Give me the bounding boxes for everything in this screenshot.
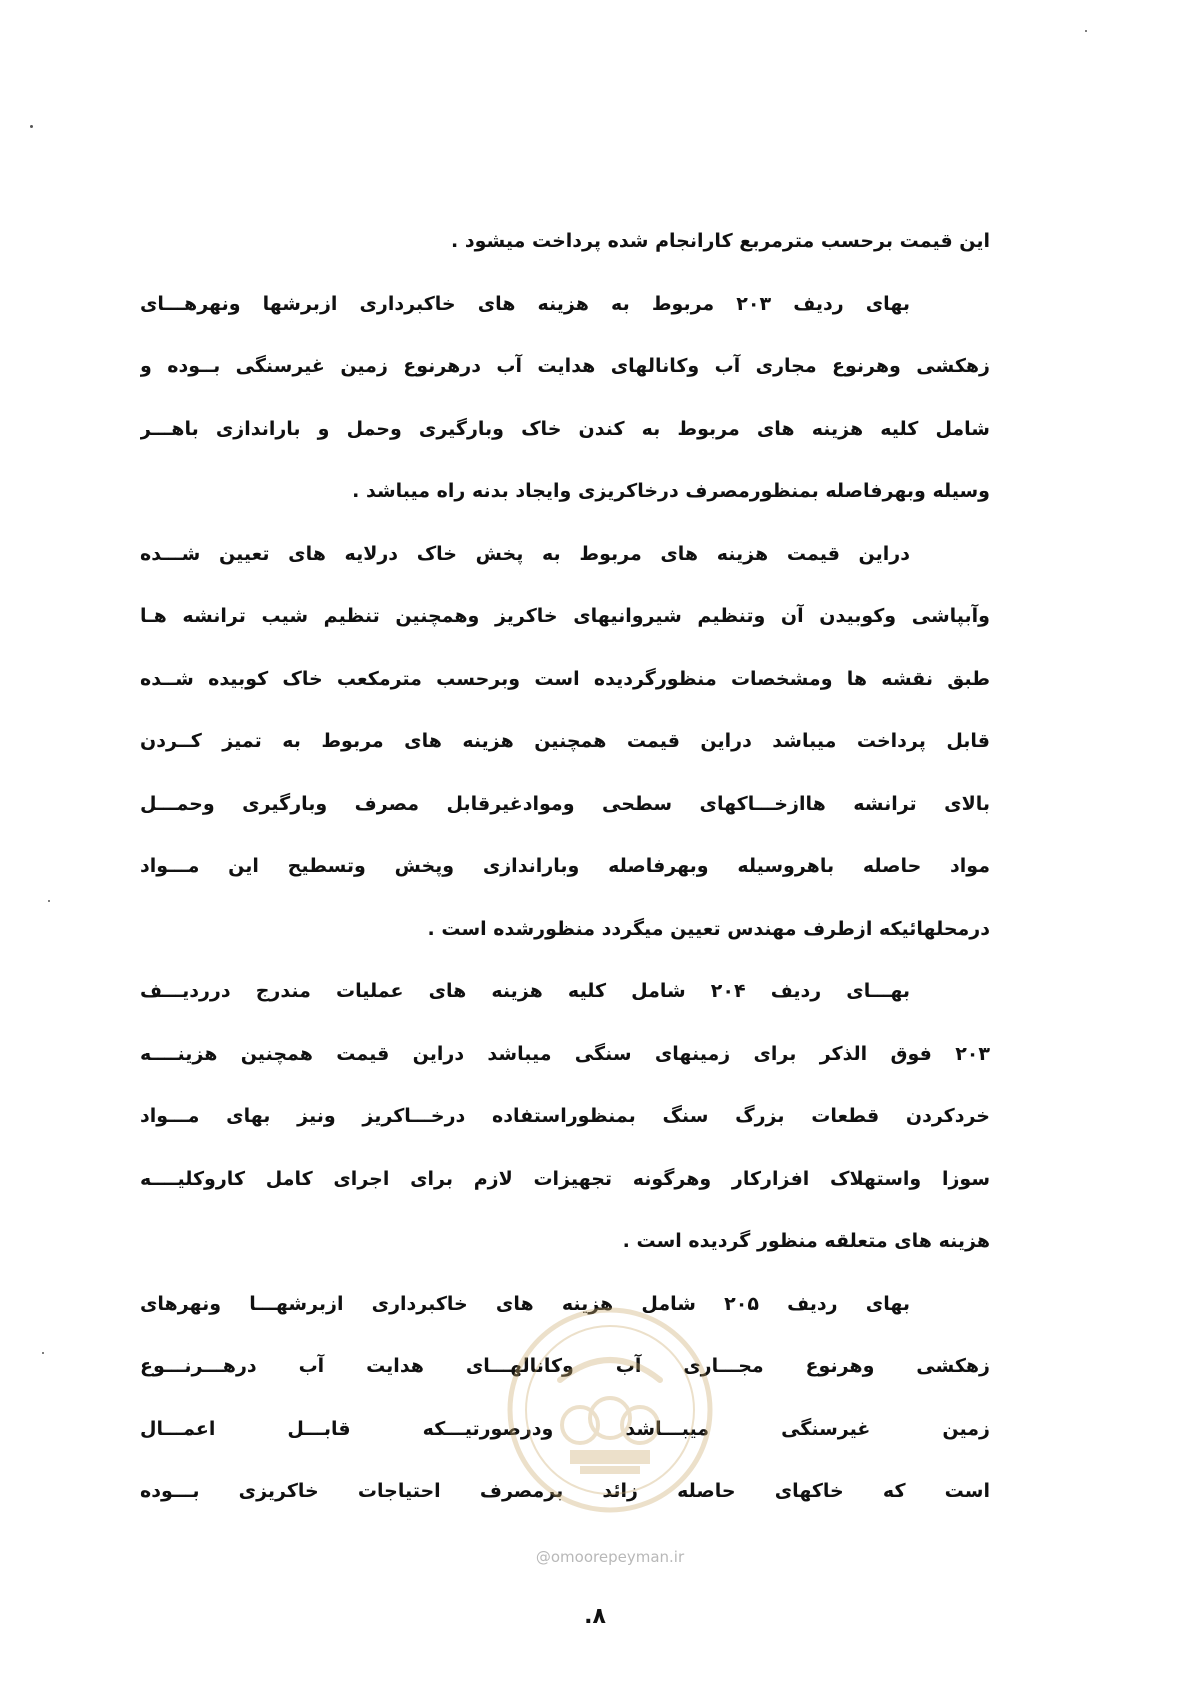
text-line: بالای ترانشه هاازخـــاکهای سطحی وموادغیرقابل مصرف وبارگیری وحمـــل (140, 792, 990, 815)
text-line: شامل کلیه هزینه های مربوط به کندن خاک وبارگیری وحمل و باراندازی باهـــر (140, 417, 990, 440)
text-line: هزینه های متعلقه منظور گردیده است . (622, 1230, 990, 1252)
text-line: زهکشی وهرنوع مجـــاری آب وکانالهـــای هدایت آب درهـــرنـــوع (140, 1355, 990, 1377)
text-line: وآبپاشی وکوبیدن آن وتنظیم شیروانیهای خاکریز وهمچنین تنظیم شیب ترانشه هـا (140, 605, 990, 627)
text-line: بهـــای ردیف ۲۰۴ شامل کلیه هزینه های عملیات مندرج درردیـــف (140, 980, 910, 1002)
text-line: ۲۰۳ فوق الذکر برای زمینهای سنگی میباشد دراین قیمت همچنین هزینــــه (140, 1042, 990, 1065)
text-line: است که خاکهای حاصله زائد برمصرف احتیاجات خاکریزی بـــوده (140, 1480, 990, 1502)
scan-speck (42, 1352, 44, 1354)
scan-speck (1085, 30, 1087, 32)
watermark-seal-logo (500, 1300, 720, 1520)
text-line: بهای ردیف ۲۰۵ شامل هزینه های خاکبرداری ازبرشهـــا ونهرهای (140, 1292, 911, 1315)
scan-speck (30, 125, 33, 128)
text-line: زهکشی وهرنوع مجاری آب وکانالهای هدایت آب درهرنوع زمین غیرسنگی بــوده و (140, 355, 990, 377)
page-number: ۸. (584, 1604, 606, 1629)
text-line: مواد حاصله باهروسیله وبهرفاصله وباراندازی وپخش وتسطیح این مـــواد (140, 855, 990, 877)
scan-speck (48, 900, 50, 902)
watermark-url: @omoorepeyman.ir (535, 1548, 685, 1566)
text-line: دراین قیمت هزینه های مربوط به پخش خاک درلایه های تعیین شـــده (140, 542, 910, 565)
text-line: وسیله وبهرفاصله بمنظورمصرف درخاکریزی وایجاد بدنه راه میباشد . (352, 480, 990, 502)
text-line: طبق نقشه ها ومشخصات منظورگردیده است وبرحسب مترمکعب خاک کوبیده شــده (140, 667, 990, 690)
text-line: زمین غیرسنگی میبـــاشد ودرصورتیـــکه قابـــل اعمـــال (140, 1417, 990, 1440)
text-line: خردکردن قطعات بزرگ سنگ بمنظوراستفاده درخـــاکریز ونیز بهای مـــواد (140, 1105, 990, 1127)
text-line: این قیمت برحسب مترمربع کارانجام شده پرداخت میشود . (451, 230, 990, 252)
text-line: بهای ردیف ۲۰۳ مربوط به هزینه های خاکبرداری ازبرشها ونهرهـــای (140, 292, 910, 315)
text-line: درمحلهائیکه ازطرف مهندس تعیین میگردد منظورشده است . (427, 917, 990, 940)
text-line: سوزا واستهلاک افزارکار وهرگونه تجهیزات لازم برای اجرای کامل کاروکلیــــه (140, 1167, 990, 1190)
text-line: قابل پرداخت میباشد دراین قیمت همچنین هزینه های مربوط به تمیز کــردن (140, 730, 990, 752)
